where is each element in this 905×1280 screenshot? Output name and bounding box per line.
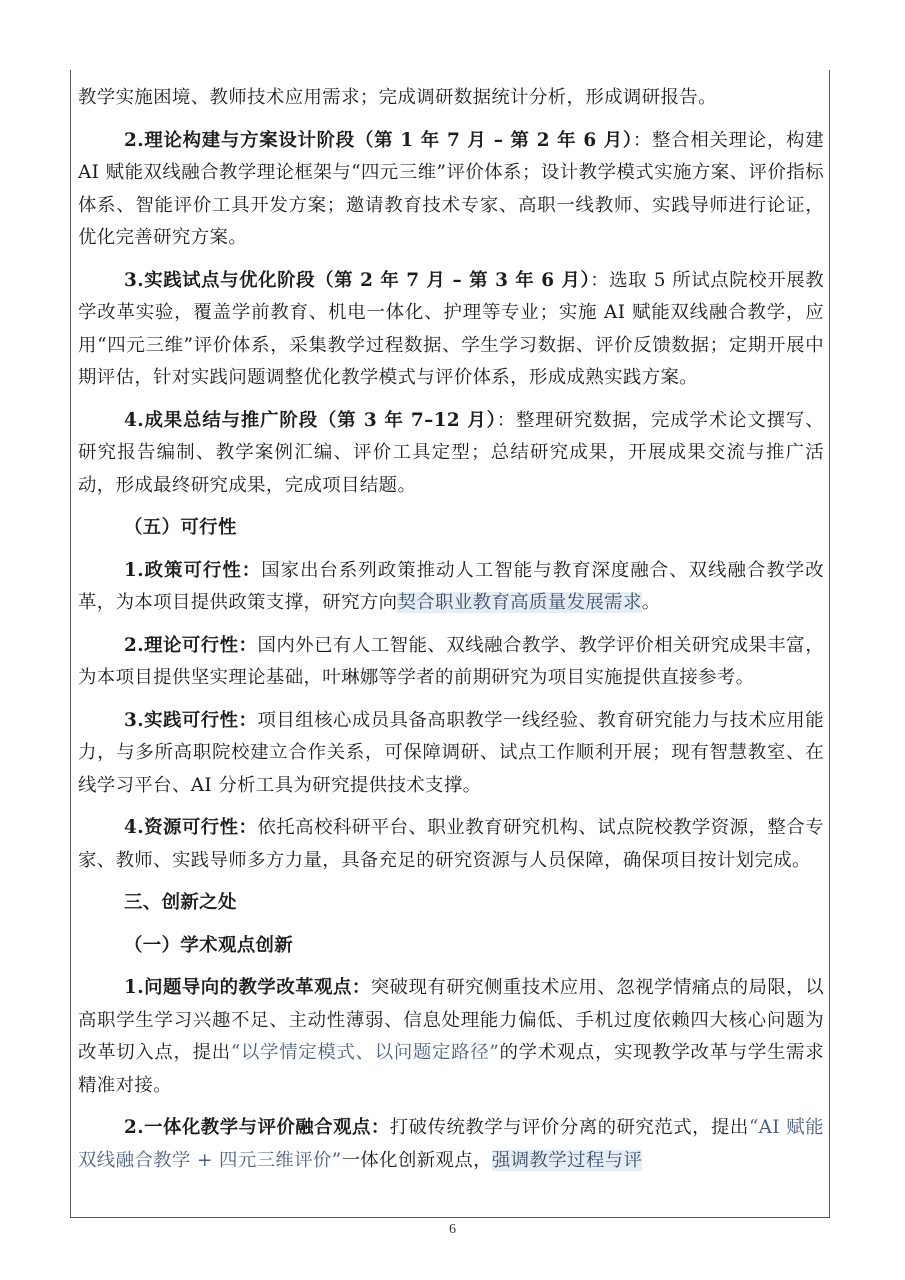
section-feasibility-title: （五）可行性 [124,517,237,538]
part-innovation-title: 三、创新之处 [124,892,237,913]
innovation-2-mid: 一体化创新观点， [341,1149,492,1171]
highlighted-text: 契合职业教育高质量发展需求 [397,592,642,613]
feasibility-policy-paragraph [78,555,824,620]
innovation-1-text: 突破现有研究侧重技术应用、忽视学情痛点的局限，以高职学生学习兴趣不足、主动性薄弱、信息处理能力偏低、手机过度依赖四大核心问题为改革切入点，提出 [78,977,824,1063]
feasibility-resource-paragraph [78,812,824,877]
stage-3-heading: 3.实践试点与优化阶段（第 2 年 7 月 – 第 3 年 6 月） [124,269,591,291]
feasibility-theory-paragraph [78,630,824,695]
feasibility-policy-heading: 1.政策可行性： [124,559,262,581]
feasibility-practice-text: 项目组核心成员具备高职教学一线经验、教育研究能力与技术应用能力，与多所高职院校建立合作关系，可保障调研、试点工作顺利开展；现有智慧教室、在线学习平台、AI 分析工具为研究提供技术支撑。 [78,709,824,796]
quoted-text: “以学情定模式、以问题定路径” [230,1042,500,1063]
stage-4-heading: 4.成果总结与推广阶段（第 3 年 7–12 月） [124,409,497,431]
feasibility-practice-paragraph [78,705,824,803]
feasibility-theory-text: 国内外已有人工智能、双线融合教学、教学评价相关研究成果丰富，为本项目提供坚实理论基础，叶琳娜等学者的前期研究为项目实施提供直接参考。 [78,634,824,688]
innovation-2-heading: 2.一体化教学与评价融合观点： [124,1117,390,1138]
feasibility-policy-text: 国家出台系列政策推动人工智能与教育深度融合、双线融合教学改革，为本项目提供政策支撑，研究方向 [78,559,824,613]
document-body [78,82,824,1177]
stage-4-paragraph [78,405,824,503]
quoted-text: “AI 赋能双线融合教学 + 四元三维评价” [78,1117,824,1171]
stage-2-text: ：整合相关理论，构建 AI 赋能双线融合教学理论框架与“四元三维”评价体系；设计教学模式实施方案、评价指标体系、智能评价工具开发方案；邀请教育技术专家、高职一线教师、实践导师进行论证，优化完善研究方案。 [78,129,824,248]
innovation-1-heading: 1.问题导向的教学改革观点： [124,977,371,998]
feasibility-resource-text: 依托高校科研平台、职业教育研究机构、试点院校教学资源，整合专家、教师、实践导师多方力量，具备充足的研究资源与人员保障，确保项目按计划完成。 [78,817,824,871]
feasibility-practice-heading: 3.实践可行性： [124,709,258,731]
paragraph-survey-end: 教学实施困境、教师技术应用需求；完成调研数据统计分析，形成调研报告。 [78,87,717,108]
stage-3-text: ：选取 5 所试点院校开展教学改革实验，覆盖学前教育、机电一体化、护理等专业；实施 AI 赋能双线融合教学，应用“四元三维”评价体系，采集教学过程数据、学生学习数据、评价反馈数据；定期开展中期评估，针对实践问题调整优化教学模式与评价体系，形成成熟实践方案。 [78,269,824,388]
page-number: 6 [449,1222,456,1237]
stage-4-text: ：整理研究数据，完成学术论文撰写、研究报告编制、教学案例汇编、评价工具定型；总结研究成果，开展成果交流与推广活动，形成最终研究成果，完成项目结题。 [78,409,824,496]
feasibility-resource-heading: 4.资源可行性： [124,817,258,838]
highlighted-text: 强调教学过程与评 [491,1149,643,1171]
subsection-academic-title: （一）学术观点创新 [124,934,294,956]
stage-2-paragraph [78,125,824,255]
innovation-1-paragraph [78,972,824,1102]
innovation-2-paragraph [78,1112,824,1177]
innovation-1-tail: 的学术观点，实现教学改革与学生需求精准对接。 [78,1042,824,1096]
punctuation: 。 [641,592,661,613]
stage-3-paragraph [78,265,824,395]
feasibility-theory-heading: 2.理论可行性： [124,634,258,656]
stage-2-heading: 2.理论构建与方案设计阶段（第 1 年 7 月 – 第 2 年 6 月） [124,129,633,151]
innovation-2-text: 打破传统教学与评价分离的研究范式，提出 [389,1117,749,1138]
